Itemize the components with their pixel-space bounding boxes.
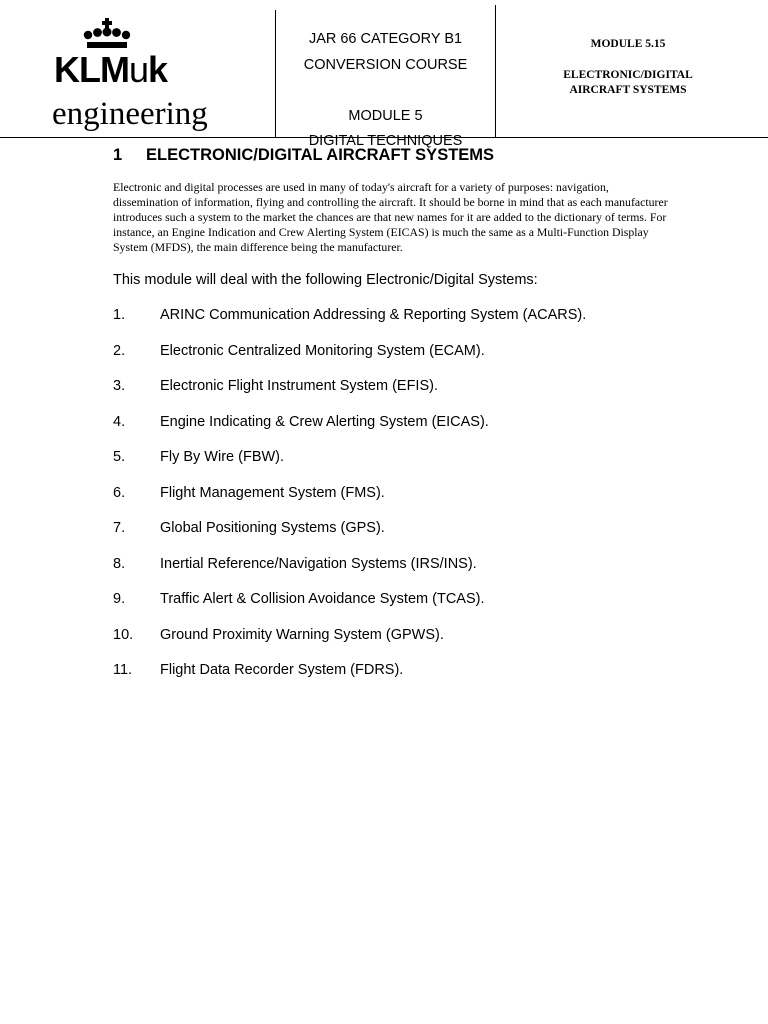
list-item bbox=[113, 414, 586, 450]
section-heading bbox=[113, 146, 494, 165]
list-item-number: 8. bbox=[113, 555, 126, 572]
list-item-number: 2. bbox=[113, 342, 126, 359]
klm-uk-engineering-logo bbox=[52, 18, 252, 136]
list-item-text: Global Positioning Systems (GPS). bbox=[160, 520, 385, 536]
list-item-text: ARINC Communication Addressing & Reporting System (ACARS). bbox=[160, 307, 587, 323]
list-item-number: 5. bbox=[113, 449, 126, 465]
list-item-text: Ground Proximity Warning System (GPWS). bbox=[160, 626, 444, 643]
list-item bbox=[113, 378, 586, 414]
section-number: 1 bbox=[113, 146, 123, 164]
module-title bbox=[496, 68, 760, 97]
list-item-text: Engine Indicating & Crew Alerting System (EICAS). bbox=[160, 413, 489, 430]
list-item bbox=[113, 520, 586, 556]
module-title-line-1: ELECTRONIC/DIGITAL bbox=[563, 69, 693, 81]
list-item bbox=[113, 449, 586, 485]
list-item-text: Inertial Reference/Navigation Systems (IRS/INS). bbox=[160, 555, 477, 572]
list-item-number: 7. bbox=[113, 520, 126, 536]
list-item-number: 4. bbox=[113, 413, 126, 430]
list-item-number: 10. bbox=[113, 626, 134, 643]
intro-paragraph: Electronic and digital processes are used in many of today's aircraft for a variety of purposes: navigation, dissemination of information, flying and controlling the aircraft. It should be borne in mind that as each manufacturer introduces such a system to the market the chances are that new names for it are added to the dictionary of terms. For instance, an Engine Indication and Crew Alerting System (EICAS) is much the same as a Multi-Function Display System (MFDS), the main difference being the manufacturer. bbox=[113, 180, 668, 254]
systems-lead-sentence: This module will deal with the following Electronic/Digital Systems: bbox=[113, 272, 538, 288]
list-item-number: 9. bbox=[113, 591, 126, 607]
list-item-number: 6. bbox=[113, 484, 126, 501]
klm-crown-icon bbox=[82, 18, 132, 50]
logo-subtitle: engineering bbox=[52, 96, 208, 132]
list-item bbox=[113, 343, 586, 379]
module-title-line-2: AIRCRAFT SYSTEMS bbox=[569, 83, 687, 96]
list-item-number: 3. bbox=[113, 378, 126, 394]
list-item bbox=[113, 307, 586, 343]
list-item-text: Electronic Flight Instrument System (EFIS). bbox=[160, 378, 438, 394]
list-item bbox=[113, 556, 586, 592]
logo-brand: KLMuk bbox=[54, 49, 168, 90]
list-item bbox=[113, 627, 586, 663]
course-line-1: JAR 66 CATEGORY B1 bbox=[308, 31, 463, 47]
module-number: MODULE 5.15 bbox=[590, 38, 666, 50]
list-item-text: Fly By Wire (FBW). bbox=[160, 449, 285, 465]
list-item bbox=[113, 485, 586, 521]
course-line-3: MODULE 5 bbox=[348, 108, 423, 124]
list-item-text: Electronic Centralized Monitoring System (ECAM). bbox=[160, 342, 485, 359]
module-info-block bbox=[496, 0, 768, 137]
list-item-number: 1. bbox=[113, 307, 126, 323]
course-line-2: CONVERSION COURSE bbox=[303, 57, 468, 73]
list-item bbox=[113, 662, 586, 698]
page-header bbox=[0, 0, 768, 149]
list-item bbox=[113, 591, 586, 627]
list-item-text: Flight Management System (FMS). bbox=[160, 484, 385, 501]
systems-list bbox=[113, 307, 586, 698]
section-title: ELECTRONIC/DIGITAL AIRCRAFT SYSTEMS bbox=[146, 146, 495, 164]
course-line-4: DIGITAL TECHNIQUES bbox=[308, 133, 463, 149]
list-item-number: 11. bbox=[113, 662, 133, 678]
list-item-text: Traffic Alert & Collision Avoidance System (TCAS). bbox=[160, 591, 485, 607]
course-title-block bbox=[276, 0, 495, 149]
list-item-text: Flight Data Recorder System (FDRS). bbox=[160, 662, 404, 678]
